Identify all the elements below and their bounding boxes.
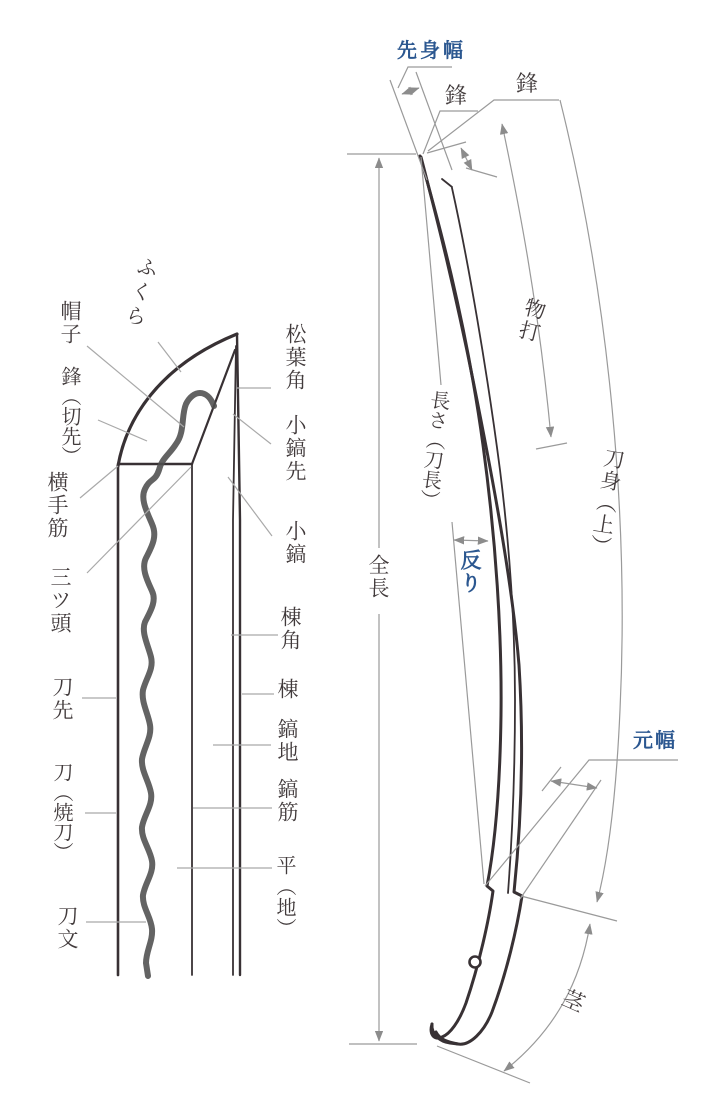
label-saki-mihaba: 先身幅 bbox=[397, 38, 466, 62]
label-fukura: ふくら bbox=[120, 253, 161, 332]
label-hira-ji: 平（地） bbox=[273, 855, 297, 939]
label-moto-haba: 元幅 bbox=[633, 728, 677, 752]
dim-monouchi-tick bbox=[536, 443, 567, 449]
label-yokote-suji: 横手筋 bbox=[45, 471, 69, 540]
dim-kissaki-arrow bbox=[461, 148, 472, 170]
dim-sakimihaba-leader bbox=[398, 67, 452, 88]
dim-monouchi-arc bbox=[502, 124, 551, 437]
leader-kissaki-a bbox=[423, 111, 478, 154]
dim-nakago-ext-bottom bbox=[437, 1046, 530, 1083]
blade-yokote-line bbox=[442, 179, 452, 187]
leader-kissaki-kirisaki bbox=[98, 420, 147, 441]
label-mune-kaku: 棟角 bbox=[278, 606, 302, 652]
label-monouchi: 物打 bbox=[514, 295, 549, 346]
label-zencho: 全長 bbox=[366, 554, 390, 600]
label-nagasa-tocho: 長さ（刀長） bbox=[415, 388, 452, 511]
dim-motohaba-ext bbox=[520, 780, 601, 899]
dim-machi-ext bbox=[521, 896, 617, 921]
leader-mitsugashira bbox=[87, 467, 191, 573]
dim-motohaba-arrow bbox=[551, 781, 597, 788]
label-matsuba-kaku: 松葉角 bbox=[283, 323, 307, 392]
label-ha-yakiba: 刀（焼刀） bbox=[50, 762, 74, 862]
tip-mune-outer-line bbox=[237, 334, 240, 975]
label-ko-shinogi: 小鎬 bbox=[283, 520, 307, 566]
leader-fukura bbox=[158, 342, 181, 372]
label-ko-shinogi-saki: 小鎬先 bbox=[283, 414, 307, 483]
label-nakago: 茎 bbox=[555, 984, 588, 1017]
label-mitsu-gashira: 三ツ頭 bbox=[48, 566, 72, 635]
label-toshin-ue: 刀身（上） bbox=[585, 446, 627, 559]
tip-mune-inner-line bbox=[233, 346, 236, 975]
label-kissaki-a: 鋒 bbox=[445, 84, 471, 109]
full-blade-drawing bbox=[415, 156, 522, 1044]
label-hamon: 刀文 bbox=[55, 905, 79, 951]
label-hasaki: 刀先 bbox=[50, 676, 74, 722]
leader-yokote bbox=[80, 466, 118, 498]
leader-koshinogi bbox=[228, 477, 272, 536]
dim-kissaki-ext-bottom bbox=[466, 168, 497, 177]
dim-sori-arrow bbox=[454, 540, 488, 541]
dim-sakimihaba-arrow bbox=[402, 88, 419, 94]
full-blade-dimension-lines bbox=[347, 67, 678, 1083]
label-sori: 反り bbox=[458, 549, 483, 595]
label-shinogi-suji: 鎬筋 bbox=[275, 778, 299, 824]
label-shinogi-ji: 鎬地 bbox=[275, 718, 299, 764]
tip-detail-drawing bbox=[118, 334, 240, 976]
label-kissaki-kirisaki: 鋒（切先） bbox=[58, 366, 82, 466]
label-kissaki-b: 鋒 bbox=[516, 72, 542, 97]
label-mune: 棟 bbox=[275, 678, 299, 701]
label-boshi: 帽子 bbox=[58, 300, 82, 346]
mekugi-ana-hole bbox=[470, 957, 481, 968]
dim-motohaba-stub bbox=[542, 767, 561, 791]
